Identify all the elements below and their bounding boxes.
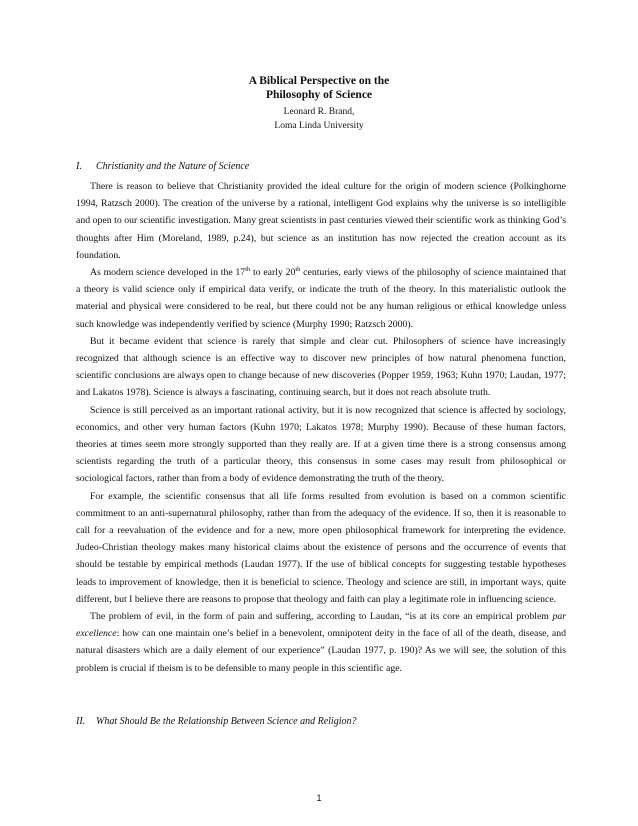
title-line-2: Philosophy of Science <box>265 89 373 101</box>
paragraph-5: For example, the scientific consensus that all life forms resulted from evolution is based on a common scientific commitment to an anti-supernatural philosophy, rather than from the adequacy of the evidence. If so, then it is reasonable to call for a reevaluation of the evidence and for a new, more open philosophical framework for interpreting the evidence. Judeo-Christian theology makes many historical claims about the existence of persons and the occurrence of events that should be testable by empirical methods (Laudan 1977). If the use of biblical concepts for suggesting testable hypotheses leads to improvement of knowledge, then it is beneficial to science. Theology and science are still, in important ways, quite different, but I believe there are reasons to propose that theology and faith can play a legitimate role in influencing science. <box>76 490 566 605</box>
paragraph-2 <box>76 264 566 333</box>
paragraph-4: Science is still perceived as an important rational activity, but it is now recognized that science is affected by sociology, economics, and other very human factors (Kuhn 1970; Lakatos 1978; Murphy 1990). Because of these human factors, theories at times seem more strongly supported than they really are. If at a given time there is a strong consensus among scientists regarding the truth of a particular theory, this consensus in some cases may result from philosophical or sociological factors, rather than from a body of evidence demonstrating the truth of the theory. <box>76 404 566 485</box>
superscript-th-2: th <box>295 265 301 273</box>
section-1-title: Christianity and the Nature of Science <box>96 161 250 172</box>
paragraph-6-text-b: : how can one maintain one’s belief in a benevolent, omnipotent deity in the face of all of the death, disease, and natural disasters which are a daily element of our experience” (Laudan 1977, p. 190)? As we will see, the solution of this problem is crucial if theism is to be defensible to many people in this scientific age. <box>76 628 566 674</box>
section-1-heading <box>76 160 566 173</box>
page-number: 1 <box>316 793 322 803</box>
affiliation: Loma Linda University <box>274 121 364 131</box>
superscript-th-1: th <box>245 265 251 273</box>
author: Leonard R. Brand, <box>283 107 355 117</box>
paragraph-6-text-a: The problem of evil, in the form of pain and suffering, according to Laudan, “is at its core an empirical problem <box>90 611 553 623</box>
body-text <box>76 178 566 677</box>
paragraph-2-text-b: to early 20 <box>250 267 296 279</box>
section-2-title: What Should Be the Relationship Between Science and Religion? <box>96 716 357 727</box>
paragraph-1: There is reason to believe that Christianity provided the ideal culture for the origin of modern science (Polkinghorne 1994, Ratzsch 2000). The creation of the universe by a rational, intelligent God explains why the universe is so intelligible and open to our scientific investigation. Many great scientists in past centuries viewed their scientific work as thinking God’s thoughts after Him (Moreland, 1989, p.24), but science as an institution has now rejected the creation account as its foundation. <box>76 181 566 261</box>
paragraph-2-text-a: As modern science developed in the 17 <box>90 267 246 279</box>
section-2-heading <box>76 715 566 728</box>
paragraph-3: But it became evident that science is rarely that simple and clear cut. Philosophers of science have increasingly recognized that although science is an effective way to discover new principles of how natural phenomena function, scientific conclusions are always open to change because of new discoveries (Popper 1959, 1963; Kuhn 1970; Laudan, 1977; and Lakatos 1978). Science is always a fascinating, continuing search, but it does not reach absolute truth. <box>76 335 566 399</box>
section-1-number: I. <box>76 161 82 172</box>
section-2-number: II. <box>76 716 86 727</box>
paragraph-6-emphasis: par excellence <box>76 611 566 640</box>
paragraph-6 <box>76 608 566 677</box>
paragraph-2-text-c: centuries, early views of the philosophy of science maintained that a theory is valid science only if empirical data verify, or indicate the truth of the theory. In this materialistic outlook the material and physical were considered to be real, but there could not be any human religious or ethical knowledge unless such knowledge was independently verified by science (Murphy 1990; Ratzsch 2000). <box>76 267 567 330</box>
title-line-1: A Biblical Perspective on the <box>248 75 390 87</box>
